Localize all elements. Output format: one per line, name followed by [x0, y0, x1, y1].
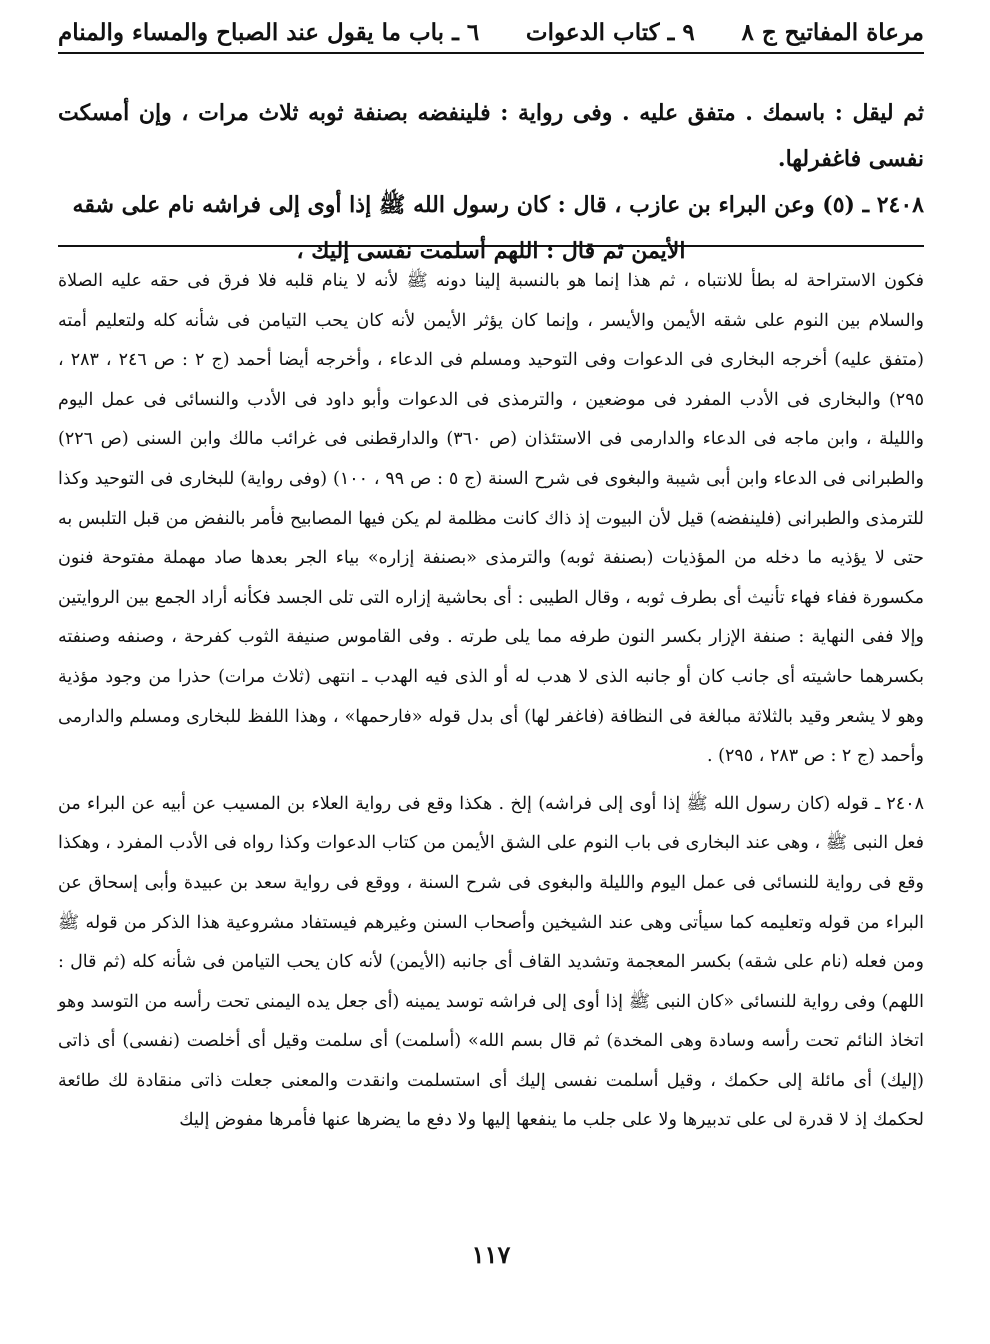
hadith-line: ٢٤٠٨ ـ (٥) وعن البراء بن عازب ، قال : كان رسول الله ﷺ إذا أوى إلى فراشه نام على شقه [72, 192, 924, 218]
header-book-title: مرعاة المفاتيح ج ٨ [741, 18, 924, 46]
page-number: ١١٧ [471, 1240, 511, 1269]
hadith-line: ثم ليقل : باسمك . متفق عليه . وفى رواية : فلينفضه بصنفة ثوبه ثلاث مرات ، وإن أمسكت نفسى فاغفرلها. [58, 100, 924, 172]
commentary-text [58, 262, 924, 1141]
page [58, 0, 924, 1344]
commentary-paragraph: ٢٤٠٨ ـ قوله (كان رسول الله ﷺ إذا أوى إلى فراشه) إلخ . هكذا وقع فى رواية العلاء بن المسيب عن أبيه عن البراء من فعل النبى ﷺ ، وهى عند البخارى فى باب النوم على الشق الأيمن من كتاب الدعوات وكذا رواه فى الأدب المفرد ، وهكذا وقع فى رواية للنسائى فى عمل اليوم والليلة والبغوى فى شرح السنة ، ووقع فى رواية سعد بن عبيدة وأبى إسحاق عن البراء من قوله وتعليمه كما سيأتى وهى عند الشيخين وأصحاب السنن وغيرهم فيستفاد مشروعية هذا الذكر من قوله ﷺ ومن فعله (نام على شقه) بكسر المعجمة وتشديد القاف أى جانبه (الأيمن) لأنه كان يحب التيامن فى شأنه كله (ثم قال : اللهم) وفى رواية للنسائى «كان النبى ﷺ إذا أوى إلى فراشه توسد يمينه (أى جعل يده اليمنى تحت رأسه من التوسد وهو اتخاذ النائم تحت رأسه وسادة وهى المخدة) ثم قال بسم الله» (أسلمت) أى سلمت وقيل أى أخلصت (نفسى) أى ذاتى (إليك) أى مائلة إلى حكمك ، وقيل أسلمت نفسى إليك أى استسلمت وانقدت والمعنى جعلت ذاتى منقادة لك طائعة لحكمك إذ لا قدرة لى على تدبيرها ولا على جلب ما ينفعها إليها ولا دفع ما يضرها عنها فأمرها مفوض إليك [58, 793, 924, 1131]
commentary-paragraph: فكون الاستراحة له بطأ للانتباه ، ثم هذا إنما هو بالنسبة إلينا دونه ﷺ لأنه لا ينام قلبه فلا فرق فى حقه عليه الصلاة والسلام بين النوم على شقه الأيمن والأيسر ، وإنما كان يؤثر الأيمن لأنه كان يحب التيامن فى شأنه كله ولتعليم أمته (متفق عليه) أخرجه البخارى فى الدعوات وفى التوحيد ومسلم فى الدعاء ، وأخرجه أيضا أحمد (ج ٢ : ص ٢٤٦ ، ٢٨٣ ، ٢٩٥) والبخارى فى الأدب المفرد فى موضعين ، والترمذى فى الدعوات وأبو داود فى الأدب والنسائى فى عمل اليوم والليلة ، وابن ماجه فى الدعاء والدارمى فى الاستئذان (ص ٣٦٠) والدارقطنى فى غرائب مالك وابن السنى (ص ٢٢٦) والطبرانى فى الدعاء وابن أبى شيبة والبغوى فى شرح السنة (ج ٥ : ص ٩٩ ، ١٠٠) (وفى رواية) للبخارى فى التوحيد وكذا للترمذى والطبرانى (فلينفضه) قيل لأن البيوت إذ ذاك كانت مظلمة لم يكن فيها المصابيح فأمر بالنفض من قبل التلبس به حتى لا يؤذيه ما دخله من المؤذيات (بصنفة ثوبه) والترمذى «بصنفة إزاره» بياء الجر بعدها صاد مهملة مفتوحة فنون مكسورة ففاء فهاء تأنيث أى بطرف ثوبه ، وقال الطيبى : أى بحاشية إزاره التى تلى الجسد فكأنه أراد الجمع بين الروايتين وإلا ففى النهاية : صنفة الإزار بكسر النون طرفه مما يلى طرته . وفى القاموس صنيفة الثوب كفرحة ، وصنفه وصنفته بكسرهما حاشيته أى جانب كان أو جانبه الذى لا هدب له أو الذى فيه الهدب ـ انتهى (ثلاث مرات) حذرا من وجود مؤذية وهو لا يشعر وقيد بالثلاثة مبالغة فى النظافة (فاغفر لها) أى بدل قوله «فارحمها» ، وهذا اللفظ للبخارى ومسلم والدارمى وأحمد (ج ٢ : ص ٢٨٣ ، ٢٩٥) . [58, 271, 925, 767]
section-divider [58, 245, 924, 247]
header-section-title: ٦ ـ باب ما يقول عند الصباح والمساء والمنام [58, 18, 480, 46]
hadith-line: الأيمن ثم قال : اللهم أسلمت نفسى إليك ، [296, 238, 686, 264]
running-header [58, 12, 924, 54]
header-chapter-title: ٩ ـ كتاب الدعوات [525, 18, 695, 46]
